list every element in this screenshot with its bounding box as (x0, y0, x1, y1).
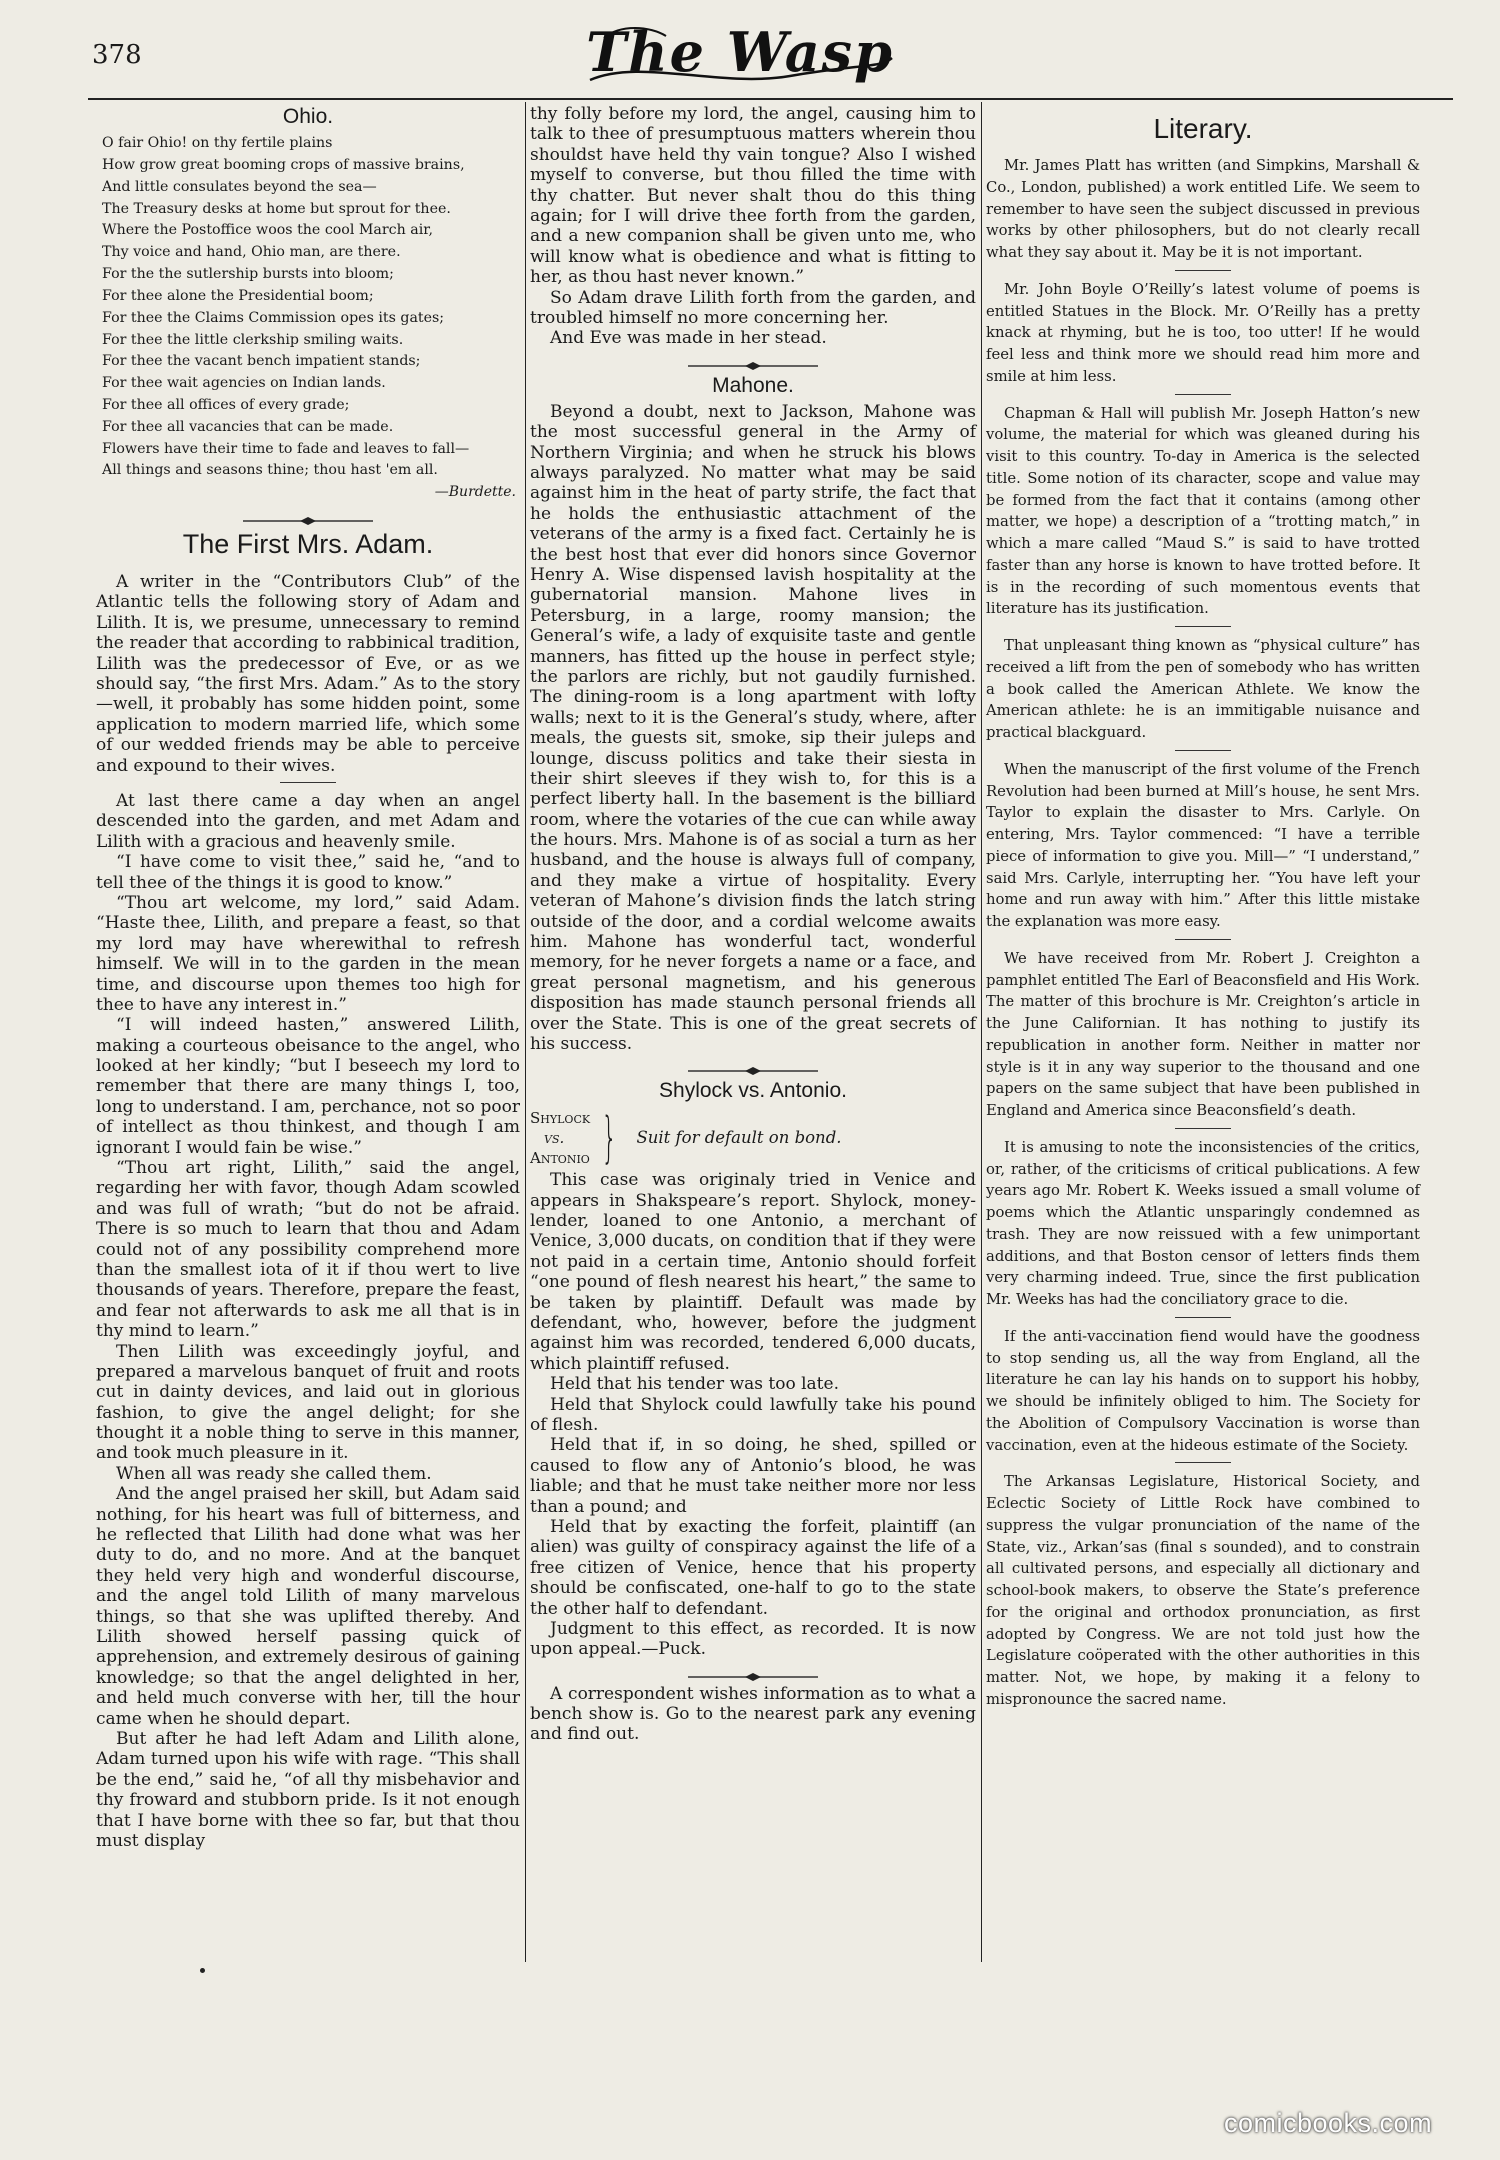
article-paragraph: “Thou art right, Lilith,” said the angel, regarding her with favor, though Adam scowled and was full of wrath; “but do not be afraid. There is so much to learn that thou and Adam could not of any possibility comprehend more than the smallest iota of it if thou wert to live thousands of years. Therefore, prepare the feast, and fear not afterwards to ask me all that is in thy mind to learn.” (96, 1158, 520, 1342)
middle-column (530, 104, 976, 1745)
section-ornament-icon (96, 510, 520, 518)
literary-item: When the manuscript of the first volume of the French Revolution had been burned at Mill’s house, he sent Mrs. Taylor to explain the disaster to Mrs. Carlyle. On entering, Mrs. Taylor commenced: “I have a terrible piece of information to give you. Mill—” “I understand,” said Mrs. Carlyle, interrupting her. “You have left your home and run away with him.” After this little mistake the explanation was more easy. (986, 760, 1420, 931)
literary-item: Chapman & Hall will publish Mr. Joseph Hatton’s new volume, the material for which was gleaned during his visit to this country. To-day in America is the selected title. Some notion of its character, scope and value may be formed from the fact that it contains (among other matter, we hope) a description of a “trotting match,” in which a mare called “Maud S.” is said to have trotted faster than any horse is known to have trotted before. It is in the recording of such momentous events that literature has its justification. (986, 404, 1420, 618)
article-paragraph: When all was ready she called them. (116, 1463, 432, 1484)
poem-ohio (96, 133, 520, 504)
poem-line: The Treasury desks at home but sprout for thee. (102, 200, 451, 217)
literary-item: It is amusing to note the inconsistencies of the critics, or, rather, of the criticisms of critical publications. A few years ago Mr. Robert K. Weeks issued a small volume of poems which the Atlantic unsparingly condemned as trash. They are now reissued with a few unimportant additions, and that Boston censor of letters finds them very charming indeed. True, since the first publication Mr. Weeks has had the conciliatory grace to die. (986, 1138, 1420, 1309)
literary-item: Mr. James Platt has written (and Simpkins, Marshall & Co., London, published) a work entitled Life. We seem to remember to have seen the subject discussed in previous works by other philosophers, but do not clearly recall what they say about it. May be it is not important. (986, 157, 1420, 262)
section-ornament-icon (530, 1060, 976, 1068)
case-defendant: Antonio (530, 1149, 590, 1168)
page-number: 378 (92, 40, 142, 70)
case-plaintiff: Shylock (530, 1108, 591, 1127)
poem-line: For thee all offices of every grade; (102, 396, 350, 413)
article-paragraph: But after he had left Adam and Lilith alone, Adam turned upon his wife with rage. “This shall be the end,” said he, “of all thy misbehavior and thy froward and stubborn pride. Is it not enough that I have borne with thee so far, but that thou must display (96, 1728, 520, 1851)
section-ornament-icon (530, 1666, 976, 1674)
brace-icon: } (601, 1105, 618, 1169)
poem-line: All things and seasons thine; thou hast 'em all. (102, 462, 438, 479)
literary-title: Literary. (1153, 113, 1253, 144)
short-rule (1175, 394, 1231, 395)
poem-line: For the the sutlership bursts into bloom; (102, 266, 394, 283)
short-rule (1175, 270, 1231, 271)
article-paragraph: Then Lilith was exceedingly joyful, and prepared a marvelous banquet of fruit and roots cut in dainty devices, and laid out in glorious fashion, to give the angel delight; for she thought it a noble thing to serve in this manner, and took much pleasure in it. (96, 1341, 520, 1464)
article-paragraph: At last there came a day when an angel descended into the garden, and met Adam and Lilith with a gracious and heavenly smile. (96, 790, 520, 852)
short-rule (1175, 626, 1231, 627)
column-divider-right (981, 102, 982, 1962)
short-rule (1175, 1317, 1231, 1318)
poem-line: For thee all vacancies that can be made. (102, 418, 394, 435)
short-rule (1175, 939, 1231, 940)
poem-attribution: —Burdette. (434, 484, 516, 501)
top-rule (88, 98, 1453, 100)
article-paragraph: Beyond a doubt, next to Jackson, Mahone was the most successful general in the Army of Northern Virginia; and when he struck his blows always paralyzed. No matter what may be said against him in the heat of party strife, the fact that he holds the enthusiastic attachment of the veterans of the army is a fixed fact. Certainly he is the best host that ever did honors since Governor Henry A. Wise dispensed lavish hospitality at the gubernatorial mansion. Mahone lives in Petersburg, in a large, roomy mansion; the General’s wife, a lady of exquisite taste and gentle manners, has fitted up the house in perfect style; the parlors are richly, but not gaudily furnished. The dining-room is a long apartment with lofty walls; next to it is the General’s study, where, after meals, the guests sit, smoke, sip their juleps and lounge, discuss politics and take their siesta in their shirt sleeves if they wish to, for this is a perfect liberty hall. In the basement is the billiard room, where the votaries of the cue can while away the hours. Mrs. Mahone is of as social a turn as her husband, and the house is always full of company, and they make a virtue of hospitality. Every veteran of Mahone’s division finds the latch string outside of the door, and a cordial welcome awaits him. Mahone has wonderful tact, wonderful memory, for he never forgets a name or a face, and great personal magnetism, and his generous disposition has made staunch personal friends all over the State. This is one of the great secrets of his success. (530, 401, 976, 1054)
article-paragraph: Held that if, in so doing, he shed, spilled or caused to flow any of Antonio’s blood, he was liable; and that he must take neither more nor less than a pound; and (530, 1435, 976, 1517)
section-ornament-icon (530, 355, 976, 363)
short-rule (280, 782, 336, 783)
ink-speck (200, 1968, 205, 1973)
case-caption (530, 1105, 976, 1169)
masthead-logo (580, 18, 900, 88)
article-title-shylock: Shylock vs. Antonio. (659, 1079, 847, 1103)
poem-line: Thy voice and hand, Ohio man, are there. (102, 244, 401, 261)
poem-line: Where the Postoffice woos the cool March air, (102, 222, 433, 239)
short-rule (1175, 750, 1231, 751)
poem-line: For thee the little clerkship smiling waits. (102, 331, 404, 348)
masthead-title: The Wasp (586, 20, 894, 84)
right-column (986, 104, 1420, 1711)
article-continuation-paragraph: So Adam drave Lilith forth from the garden, and troubled himself no more concerning her. (530, 287, 976, 328)
bench-show-paragraph: A correspondent wishes information as to what a bench show is. Go to the nearest park any evening and find out. (530, 1683, 976, 1745)
article-paragraph: “I have come to visit thee,” said he, “and to tell thee of the things it is good to know.” (96, 852, 520, 893)
poem-line: Flowers have their time to fade and leaves to fall— (102, 440, 470, 457)
poem-line: O fair Ohio! on thy fertile plains (102, 135, 333, 152)
literary-item: Mr. John Boyle O’Reilly’s latest volume of poems is entitled Statues in the Block. Mr. O’Reilly has a pretty knack at rhyming, but he is too, too utter! If he would feel less and think more we should read him more and smile at him less. (986, 280, 1420, 385)
article-paragraph: And the angel praised her skill, but Adam said nothing, for his heart was full of bitterness, and he reflected that Lilith had done what was her duty to do, and no more. And at the banquet they held very high and wonderful discourse, and the angel told Lilith of many marvelous things, so that she was uplifted thereby. And Lilith showed herself passing quick of apprehension, and extremely desirous of gaining knowledge; so that the angel delighted in her, and held much converse with her, till the hour came when he should depart. (96, 1484, 520, 1729)
short-rule (1175, 1462, 1231, 1463)
article-paragraph: This case was originaly tried in Venice and appears in Shakspeare’s report. Shylock, money-lender, loaned to one Antonio, a merchant of Venice, 3,000 ducats, on condition that if they were not paid in a certain time, Antonio should forfeit “one pound of flesh nearest his heart,” the same to be taken by plaintiff. Default was made by defendant, who, however, before the judgment against him was recorded, tendered 6,000 ducats, which plaintiff refused. (530, 1170, 976, 1374)
column-divider-left (525, 102, 526, 1962)
article-title-first-mrs-adam: The First Mrs. Adam. (182, 528, 434, 559)
left-column (96, 104, 520, 1851)
article-paragraph: Judgment to this effect, as recorded. It is now upon appeal.—Puck. (530, 1618, 976, 1660)
article-continuation-paragraph: And Eve was made in her stead. (550, 328, 827, 349)
literary-item: If the anti-vaccination fiend would have the goodness to stop sending us, all the way from England, all the literature he can lay his hands on to support his hobby, we should be infinitely obliged to him. The Society for the Abolition of Compulsory Vaccination is worse than vaccination, even at the hideous estimate of the Society. (986, 1327, 1420, 1454)
case-parties (530, 1108, 590, 1169)
article-continuation-paragraph: thy folly before my lord, the angel, causing him to talk to thee of presumptuous matters wherein thou shouldst have held thy vain tongue? Also I wished myself to converse, but thou filled the time with thy chatter. But never shalt thou do this thing again; for I will drive thee forth from the garden, and a new companion shall be given unto me, who will know what is obedience and what is fitting to her, as thou hast never known.” (530, 104, 976, 288)
article-paragraph: Held that Shylock could lawfully take his pound of flesh. (530, 1394, 976, 1435)
literary-item: That unpleasant thing known as “physical culture” has received a lift from the pen of somebody who has written a book called the American Athlete. We know the American athlete: he is an immitigable nuisance and practical blackguard. (986, 637, 1420, 742)
poem-line: For thee alone the Presidential boom; (102, 287, 374, 304)
case-note: Suit for default on bond. (636, 1128, 842, 1148)
article-paragraph: “Thou art welcome, my lord,” said Adam. “Haste thee, Lilith, and prepare a feast, so that my lord may have wherewithal to refresh himself. We will in to the garden in the mean time, and discourse upon themes too high for thee to have any interest in.” (96, 892, 520, 1015)
watermark: comicbooks.com (1224, 2108, 1433, 2138)
poem-line: And little consulates beyond the sea— (102, 178, 377, 195)
literary-item: We have received from Mr. Robert J. Creighton a pamphlet entitled The Earl of Beaconsfield and His Work. The matter of this brochure is Mr. Creighton’s article in the June Californian. It has nothing to justify its republication in another form. Neither in matter nor style is it in any way superior to the thousand and one papers on the same subject that have been published in England and America since Beaconsfield’s death. (986, 949, 1420, 1120)
article-paragraph: Held that by exacting the forfeit, plaintiff (an alien) was guilty of conspiracy against the life of a free citizen of Venice, hence that his property should be confiscated, one-half to go to the state the other half to defendant. (530, 1516, 976, 1619)
article-paragraph: “I will indeed hasten,” answered Lilith, making a courteous obeisance to the angel, who looked at her kindly; “but I beseech my lord to remember that there are many things I, too, long to understand. I am, perchance, not so poor of intellect as thou thinkest, and though I am ignorant I would fain be wise.” (96, 1015, 520, 1158)
poem-line: For thee wait agencies on Indian lands. (102, 375, 386, 392)
poem-line: For thee the vacant bench impatient stands; (102, 353, 421, 370)
poem-line: For thee the Claims Commission opes its gates; (102, 309, 445, 326)
poem-line: How grow great booming crops of massive brains, (102, 157, 465, 173)
article-paragraph: A writer in the “Contributors Club” of the Atlantic tells the following story of Adam and Lilith. It is, we presume, unnecessary to remind the reader that according to rabbinical tradition, Lilith was the predecessor of Eve, or as we should say, “the first Mrs. Adam.” As to the story—well, it probably has some hidden point, some application to modern married life, which some of our wedded friends may be able to perceive and expound to their wives. (96, 572, 520, 776)
case-vs: vs. (544, 1128, 565, 1147)
literary-item: The Arkansas Legislature, Historical Society, and Eclectic Society of Little Rock have combined to suppress the vulgar pronunciation of the name of the State, viz., Arkan’sas (final s sounded), and to constrain all cultivated persons, and especially all dictionary and school-book makers, to observe the State’s preference for the original and orthodox pronunciation, as first adopted by Congress. We are not told just how the Legislature coöperated with the other authorities in this matter. Not, we hope, by making it a felony to mispronounce the sacred name. (986, 1473, 1420, 1708)
article-paragraph: Held that his tender was too late. (550, 1374, 839, 1395)
article-title-mahone: Mahone. (712, 373, 794, 397)
short-rule (1175, 1128, 1231, 1129)
poem-title: Ohio. (282, 105, 334, 128)
